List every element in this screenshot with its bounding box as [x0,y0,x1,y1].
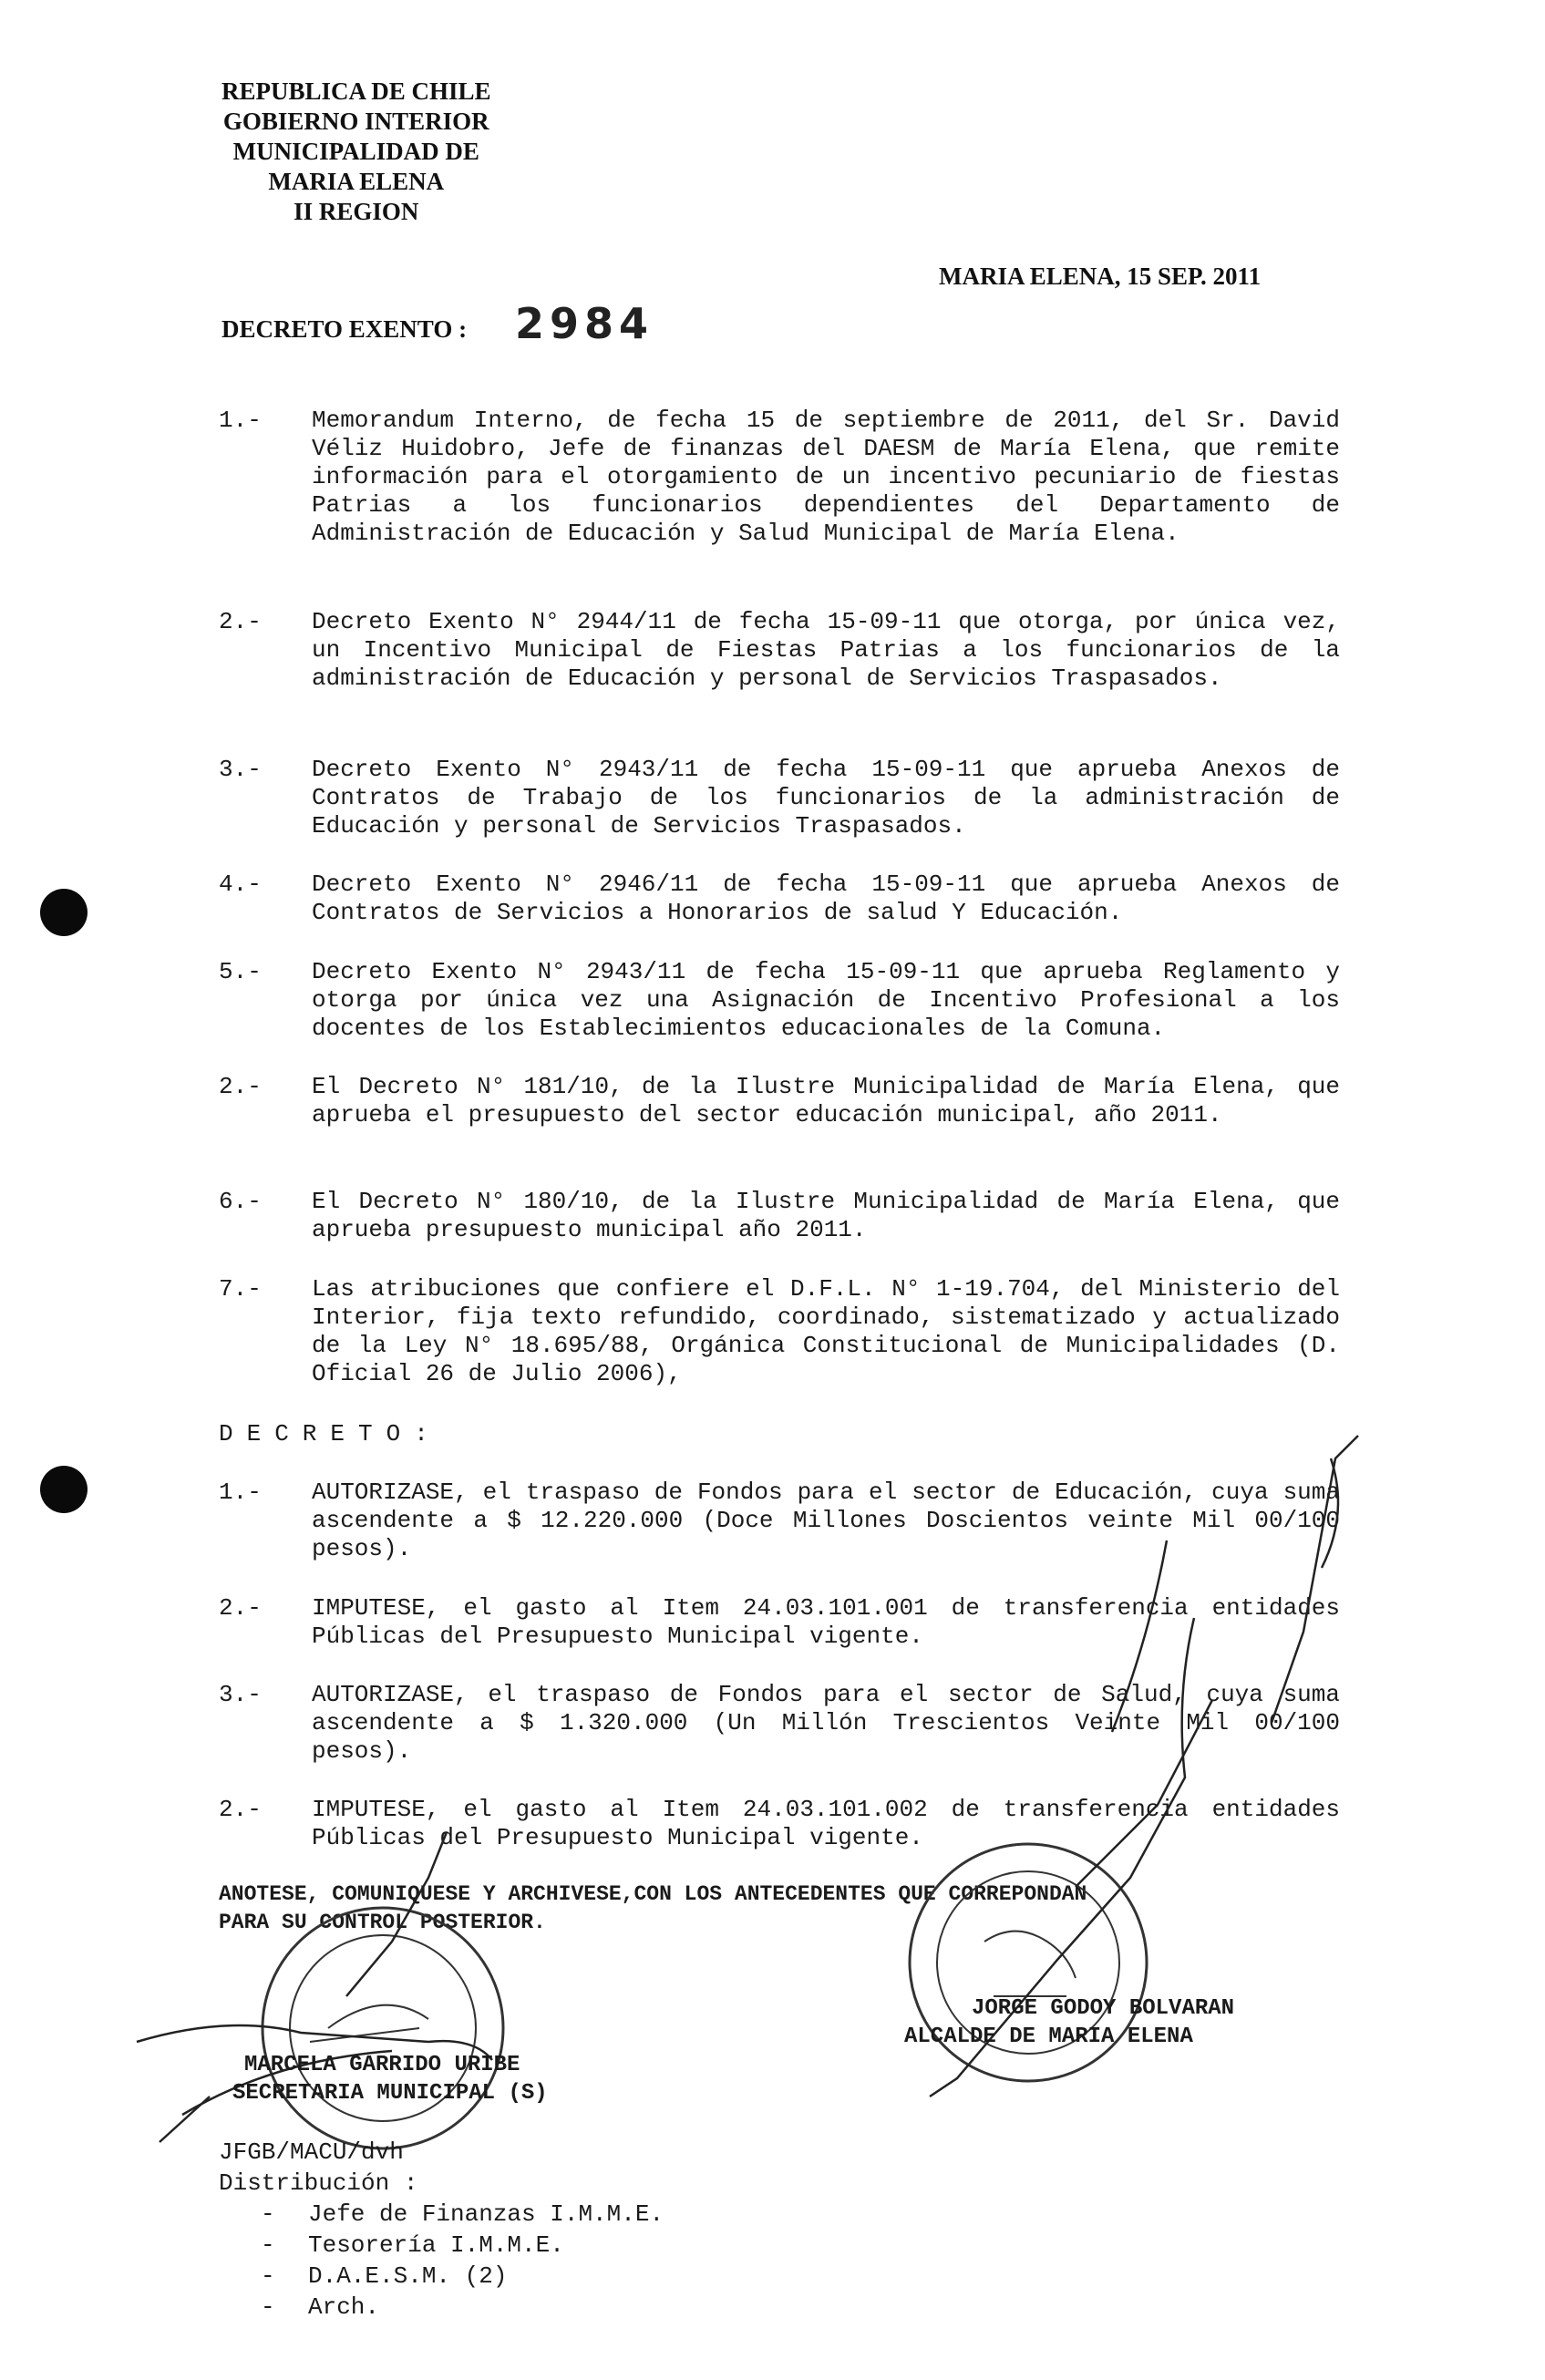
visto-number: 6.- [219,1188,262,1215]
document-date: MARIA ELENA, 15 SEP. 2011 [939,263,1262,290]
visto-number: 7.- [219,1275,262,1303]
distribution-list [219,2199,664,2323]
decreto-number: 2984 [515,299,654,348]
visto-text: Decreto Exento N° 2946/11 de fecha 15-09-11 que aprueba Anexos de Contratos de Servicios a Honorarios de salud Y Educación. [312,871,1340,926]
resolution-text: AUTORIZASE, el traspaso de Fondos para el sector de Educación, cuya suma ascendente a $ 12.220.000 (Doce Millones Doscientos veinte Mil 00/100 pesos). [312,1478,1340,1562]
closing-line-2: PARA SU CONTROL POSTERIOR. [219,1911,546,1934]
visto-number: 5.- [219,958,262,985]
letterhead-line-2: GOBIERNO INTERIOR [222,108,489,135]
distribution-item: - Arch. [219,2292,664,2323]
visto-number: 3.- [219,756,262,783]
visto-text: Decreto Exento N° 2943/11 de fecha 15-09-11 que aprueba Anexos de Contratos de Trabajo de los funcionarios de la administración de Educación y personal de Servicios Traspasados. [312,756,1340,840]
resolution-number: 2.- [219,1796,262,1823]
resolution-number: 3.- [219,1681,262,1708]
distribution-item: - Jefe de Finanzas I.M.M.E. [219,2199,664,2230]
distribution-label: Distribución : [219,2169,418,2197]
resolution-text: IMPUTESE, el gasto al Item 24.03.101.001 de transferencia entidades Públicas del Presupuesto Municipal vigente. [312,1594,1340,1650]
closing-line-1: ANOTESE, COMUNIQUESE Y ARCHIVESE,CON LOS ANTECEDENTES QUE CORREPONDAN [219,1882,1087,1906]
mayor-name: JORGE GODOY BOLVARAN [972,1996,1235,2021]
punch-hole [40,889,88,936]
visto-text: El Decreto N° 180/10, de la Ilustre Municipalidad de María Elena, que aprueba presupuesto municipal año 2011. [312,1188,1340,1243]
resolution-text: IMPUTESE, el gasto al Item 24.03.101.002 de transferencia entidades Públicas del Presupuesto Municipal vigente. [312,1796,1340,1851]
distribution-item: - Tesorería I.M.M.E. [219,2230,664,2261]
distribution-block [219,2137,664,2323]
resolution-number: 2.- [219,1594,262,1622]
punch-hole [40,1466,88,1513]
secretary-title: SECRETARIA MUNICIPAL (S) [232,2081,548,2106]
visto-number: 4.- [219,871,262,898]
letterhead-line-3: MUNICIPALIDAD DE [232,138,479,165]
distribution-item: - D.A.E.S.M. (2) [219,2261,664,2292]
decreto-label: DECRETO EXENTO : [221,315,468,343]
visto-text: Decreto Exento N° 2943/11 de fecha 15-09-11 que aprueba Reglamento y otorga por única vez una Asignación de Incentivo Profesional a los docentes de los Establecimientos educacionales de la Comuna. [312,958,1340,1042]
visto-text: Decreto Exento N° 2944/11 de fecha 15-09-11 que otorga, por única vez, un Incentivo Municipal de Fiestas Patrias a los funcionarios de la administración de Educación y personal de Servicios Traspasados. [312,608,1340,692]
visto-number: 1.- [219,407,262,434]
mayor-title: ALCALDE DE MARIA ELENA [904,2025,1193,2049]
letterhead-line-1: REPUBLICA DE CHILE [221,77,491,105]
visto-text: Memorandum Interno, de fecha 15 de septiembre de 2011, del Sr. David Véliz Huidobro, Jefe de finanzas del DAESM de María Elena, que remite información para el otorgamiento de un incentivo pecuniario de fiestas Patrias a los funcionarios dependientes del Departamento de Administración de Educación y Salud Municipal de María Elena. [312,407,1340,547]
visto-text: El Decreto N° 181/10, de la Ilustre Municipalidad de María Elena, que aprueba el presupuesto del sector educación municipal, año 2011. [312,1073,1340,1128]
visto-number: 2.- [219,608,262,635]
initials: JFGB/MACU/dvh [219,2138,404,2166]
visto-text: Las atribuciones que confiere el D.F.L. N° 1-19.704, del Ministerio del Interior, fija texto refundido, coordinado, sistematizado y actualizado de la Ley N° 18.695/88, Orgánica Constitucional de Municipalidades (D. Oficial 26 de Julio 2006), [312,1275,1340,1387]
letterhead-line-4: MARIA ELENA [268,168,445,195]
letterhead-line-5: II REGION [294,198,419,225]
visto-number: 2.- [219,1073,262,1100]
municipal-secretary-stamp [263,1908,503,2148]
secretary-name: MARCELA GARRIDO URIBE [244,2053,520,2077]
decreto-heading: DECRETO: [219,1420,442,1448]
resolution-number: 1.- [219,1478,262,1506]
resolution-text: AUTORIZASE, el traspaso de Fondos para el sector de Salud, cuya suma ascendente a $ 1.320.000 (Un Millón Trescientos Veinte Mil 00/100 pesos). [312,1681,1340,1765]
